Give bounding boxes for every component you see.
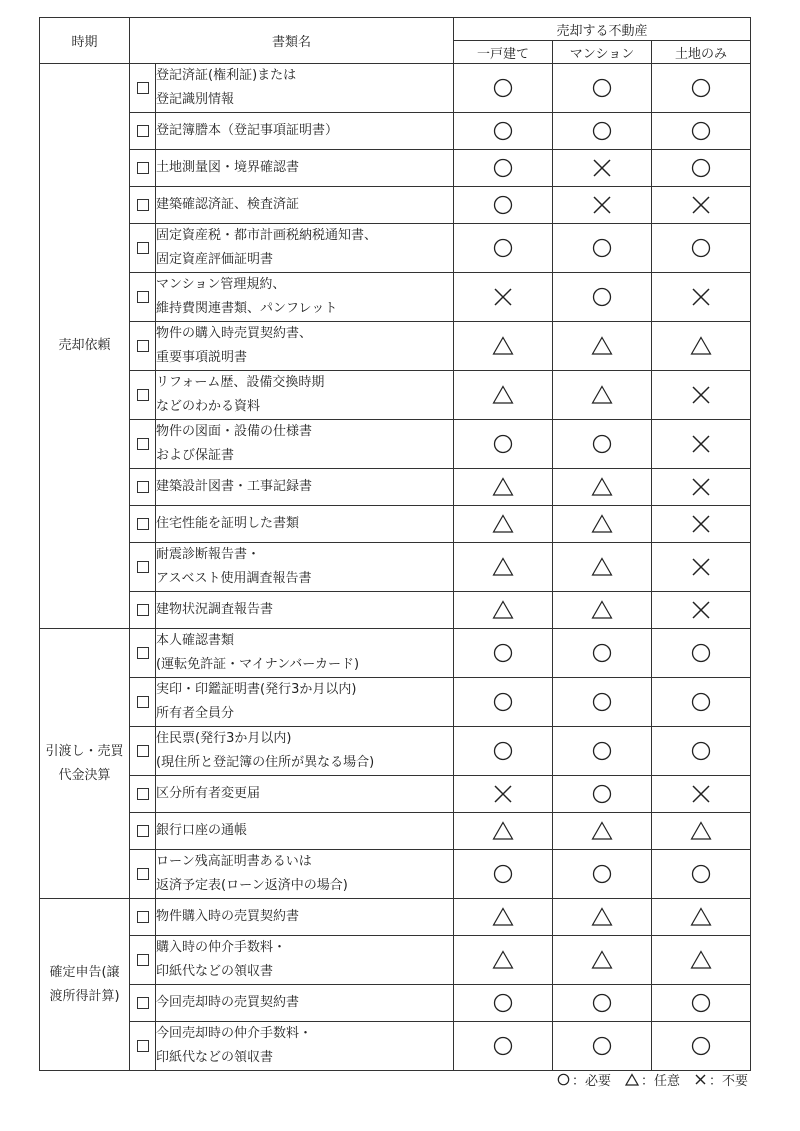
checkbox-cell bbox=[130, 850, 156, 899]
circle-icon bbox=[690, 740, 712, 762]
legend-required-label: ：必要 bbox=[571, 1074, 611, 1089]
document-name: 固定資産税・都市計画税納税通知書、 固定資産評価証明書 bbox=[156, 224, 454, 273]
cross-icon bbox=[690, 384, 712, 406]
triangle-icon bbox=[591, 599, 613, 621]
checklist-body bbox=[40, 64, 751, 1071]
circle-icon bbox=[591, 783, 613, 805]
legend-optional-label: ：任意 bbox=[640, 1074, 680, 1089]
circle-icon bbox=[690, 157, 712, 179]
document-name: 住民票(発行3か月以内) (現住所と登記簿の住所が異なる場合) bbox=[156, 727, 454, 776]
cross-icon bbox=[690, 783, 712, 805]
cross-icon bbox=[690, 476, 712, 498]
document-checkbox[interactable] bbox=[137, 604, 149, 616]
circle-icon bbox=[591, 77, 613, 99]
mark-detached-house bbox=[454, 322, 553, 371]
document-checkbox[interactable] bbox=[137, 1040, 149, 1052]
triangle-icon bbox=[690, 949, 712, 971]
mark-land-only bbox=[652, 899, 751, 936]
mark-detached-house bbox=[454, 629, 553, 678]
mark-detached-house bbox=[454, 850, 553, 899]
triangle-icon bbox=[492, 476, 514, 498]
mark-mansion bbox=[553, 543, 652, 592]
triangle-icon bbox=[492, 384, 514, 406]
document-checkbox[interactable] bbox=[137, 868, 149, 880]
mark-detached-house bbox=[454, 727, 553, 776]
table-row bbox=[40, 506, 751, 543]
document-name: マンション管理規約、 維持費関連書類、パンフレット bbox=[156, 273, 454, 322]
table-row bbox=[40, 1022, 751, 1071]
checkbox-cell bbox=[130, 776, 156, 813]
table-row bbox=[40, 273, 751, 322]
mark-land-only bbox=[652, 420, 751, 469]
mark-land-only bbox=[652, 813, 751, 850]
table-row bbox=[40, 629, 751, 678]
mark-land-only bbox=[652, 936, 751, 985]
period-cell: 確定申告(譲 渡所得計算) bbox=[40, 899, 130, 1071]
circle-icon bbox=[557, 1073, 570, 1086]
circle-icon bbox=[591, 237, 613, 259]
mark-land-only bbox=[652, 678, 751, 727]
circle-icon bbox=[690, 992, 712, 1014]
cross-icon bbox=[492, 783, 514, 805]
mark-mansion bbox=[553, 936, 652, 985]
mark-detached-house bbox=[454, 506, 553, 543]
document-checkbox[interactable] bbox=[137, 788, 149, 800]
document-name: 区分所有者変更届 bbox=[156, 776, 454, 813]
mark-detached-house bbox=[454, 187, 553, 224]
header-mansion: マンション bbox=[553, 41, 652, 64]
legend-unneeded-label: ：不要 bbox=[708, 1074, 748, 1089]
cross-icon bbox=[694, 1073, 707, 1086]
mark-mansion bbox=[553, 727, 652, 776]
cross-icon bbox=[591, 157, 613, 179]
table-row bbox=[40, 813, 751, 850]
mark-land-only bbox=[652, 469, 751, 506]
mark-detached-house bbox=[454, 469, 553, 506]
cross-icon bbox=[690, 556, 712, 578]
circle-icon bbox=[492, 863, 514, 885]
table-row bbox=[40, 322, 751, 371]
document-checklist-table bbox=[39, 17, 751, 1071]
mark-land-only bbox=[652, 187, 751, 224]
mark-detached-house bbox=[454, 150, 553, 187]
document-checkbox[interactable] bbox=[137, 518, 149, 530]
mark-land-only bbox=[652, 985, 751, 1022]
circle-icon bbox=[492, 237, 514, 259]
triangle-icon bbox=[625, 1073, 639, 1086]
mark-detached-house bbox=[454, 64, 553, 113]
circle-icon bbox=[591, 691, 613, 713]
document-name: 本人確認書類 (運転免許証・マイナンバーカード) bbox=[156, 629, 454, 678]
mark-land-only bbox=[652, 1022, 751, 1071]
mark-mansion bbox=[553, 64, 652, 113]
mark-detached-house bbox=[454, 776, 553, 813]
circle-icon bbox=[492, 433, 514, 455]
mark-land-only bbox=[652, 113, 751, 150]
document-checkbox[interactable] bbox=[137, 125, 149, 137]
mark-land-only bbox=[652, 273, 751, 322]
triangle-icon bbox=[591, 384, 613, 406]
circle-icon bbox=[690, 691, 712, 713]
mark-mansion bbox=[553, 420, 652, 469]
mark-mansion bbox=[553, 469, 652, 506]
document-checkbox[interactable] bbox=[137, 340, 149, 352]
document-name: 建築確認済証、検査済証 bbox=[156, 187, 454, 224]
circle-icon bbox=[591, 992, 613, 1014]
document-name: 登記済証(権利証)または 登記識別情報 bbox=[156, 64, 454, 113]
checkbox-cell bbox=[130, 224, 156, 273]
checkbox-cell bbox=[130, 506, 156, 543]
mark-mansion bbox=[553, 592, 652, 629]
mark-mansion bbox=[553, 187, 652, 224]
mark-land-only bbox=[652, 776, 751, 813]
document-name: ローン残高証明書あるいは 返済予定表(ローン返済中の場合) bbox=[156, 850, 454, 899]
document-name: 住宅性能を証明した書類 bbox=[156, 506, 454, 543]
document-name: 銀行口座の通帳 bbox=[156, 813, 454, 850]
checkbox-cell bbox=[130, 371, 156, 420]
triangle-icon bbox=[591, 820, 613, 842]
circle-icon bbox=[591, 642, 613, 664]
checkbox-cell bbox=[130, 273, 156, 322]
document-checkbox[interactable] bbox=[137, 291, 149, 303]
table-row bbox=[40, 224, 751, 273]
cross-icon bbox=[690, 194, 712, 216]
checkbox-cell bbox=[130, 469, 156, 506]
document-checkbox[interactable] bbox=[137, 389, 149, 401]
mark-detached-house bbox=[454, 592, 553, 629]
document-checkbox[interactable] bbox=[137, 242, 149, 254]
checkbox-cell bbox=[130, 64, 156, 113]
checkbox-cell bbox=[130, 1022, 156, 1071]
mark-detached-house bbox=[454, 543, 553, 592]
mark-mansion bbox=[553, 506, 652, 543]
checkbox-cell bbox=[130, 187, 156, 224]
legend-required bbox=[557, 1070, 611, 1089]
circle-icon bbox=[492, 642, 514, 664]
mark-mansion bbox=[553, 371, 652, 420]
circle-icon bbox=[690, 642, 712, 664]
table-row bbox=[40, 936, 751, 985]
circle-icon bbox=[690, 237, 712, 259]
cross-icon bbox=[591, 194, 613, 216]
circle-icon bbox=[690, 863, 712, 885]
table-row bbox=[40, 113, 751, 150]
mark-mansion bbox=[553, 322, 652, 371]
mark-detached-house bbox=[454, 985, 553, 1022]
mark-land-only bbox=[652, 64, 751, 113]
mark-land-only bbox=[652, 371, 751, 420]
document-checkbox[interactable] bbox=[137, 825, 149, 837]
checkbox-cell bbox=[130, 113, 156, 150]
circle-icon bbox=[591, 433, 613, 455]
document-name: 購入時の仲介手数料・ 印紙代などの領収書 bbox=[156, 936, 454, 985]
checkbox-cell bbox=[130, 543, 156, 592]
document-name: 物件購入時の売買契約書 bbox=[156, 899, 454, 936]
triangle-icon bbox=[591, 906, 613, 928]
document-name: 土地測量図・境界確認書 bbox=[156, 150, 454, 187]
table-row bbox=[40, 150, 751, 187]
cross-icon bbox=[690, 513, 712, 535]
checkbox-cell bbox=[130, 985, 156, 1022]
document-name: 建築設計図書・工事記録書 bbox=[156, 469, 454, 506]
mark-land-only bbox=[652, 506, 751, 543]
checkbox-cell bbox=[130, 592, 156, 629]
table-row bbox=[40, 592, 751, 629]
legend-optional bbox=[625, 1070, 680, 1089]
mark-mansion bbox=[553, 678, 652, 727]
cross-icon bbox=[492, 286, 514, 308]
header-property-group: 売却する不動産 bbox=[454, 18, 751, 41]
triangle-icon bbox=[492, 949, 514, 971]
document-checkbox[interactable] bbox=[137, 162, 149, 174]
triangle-icon bbox=[591, 513, 613, 535]
checkbox-cell bbox=[130, 150, 156, 187]
circle-icon bbox=[492, 992, 514, 1014]
circle-icon bbox=[492, 120, 514, 142]
mark-land-only bbox=[652, 150, 751, 187]
triangle-icon bbox=[591, 556, 613, 578]
triangle-icon bbox=[591, 949, 613, 971]
table-row bbox=[40, 420, 751, 469]
checkbox-cell bbox=[130, 727, 156, 776]
checkbox-cell bbox=[130, 420, 156, 469]
checkbox-cell bbox=[130, 322, 156, 371]
circle-icon bbox=[492, 194, 514, 216]
header-period: 時期 bbox=[40, 18, 130, 64]
cross-icon bbox=[690, 433, 712, 455]
circle-icon bbox=[690, 120, 712, 142]
mark-mansion bbox=[553, 813, 652, 850]
table-row bbox=[40, 985, 751, 1022]
circle-icon bbox=[492, 691, 514, 713]
mark-detached-house bbox=[454, 273, 553, 322]
document-name: 耐震診断報告書・ アスベスト使用調査報告書 bbox=[156, 543, 454, 592]
document-checkbox[interactable] bbox=[137, 911, 149, 923]
mark-mansion bbox=[553, 850, 652, 899]
table-row bbox=[40, 469, 751, 506]
triangle-icon bbox=[492, 906, 514, 928]
document-name: 今回売却時の売買契約書 bbox=[156, 985, 454, 1022]
triangle-icon bbox=[690, 820, 712, 842]
mark-detached-house bbox=[454, 813, 553, 850]
checkbox-cell bbox=[130, 813, 156, 850]
mark-land-only bbox=[652, 543, 751, 592]
document-checkbox[interactable] bbox=[137, 997, 149, 1009]
circle-icon bbox=[690, 1035, 712, 1057]
document-name: 登記簿謄本（登記事項証明書） bbox=[156, 113, 454, 150]
mark-land-only bbox=[652, 727, 751, 776]
document-checkbox[interactable] bbox=[137, 954, 149, 966]
mark-land-only bbox=[652, 322, 751, 371]
circle-icon bbox=[591, 120, 613, 142]
period-cell: 引渡し・売買 代金決算 bbox=[40, 629, 130, 899]
checkbox-cell bbox=[130, 936, 156, 985]
mark-detached-house bbox=[454, 899, 553, 936]
cross-icon bbox=[690, 599, 712, 621]
document-name: 物件の購入時売買契約書、 重要事項説明書 bbox=[156, 322, 454, 371]
document-name: 実印・印鑑証明書(発行3か月以内) 所有者全員分 bbox=[156, 678, 454, 727]
legend-unneeded bbox=[694, 1070, 748, 1089]
triangle-icon bbox=[492, 556, 514, 578]
triangle-icon bbox=[690, 906, 712, 928]
header-land-only: 土地のみ bbox=[652, 41, 751, 64]
header-detached-house: 一戸建て bbox=[454, 41, 553, 64]
mark-land-only bbox=[652, 592, 751, 629]
triangle-icon bbox=[492, 599, 514, 621]
document-checkbox[interactable] bbox=[137, 481, 149, 493]
mark-mansion bbox=[553, 150, 652, 187]
circle-icon bbox=[591, 1035, 613, 1057]
mark-detached-house bbox=[454, 1022, 553, 1071]
mark-detached-house bbox=[454, 113, 553, 150]
triangle-icon bbox=[690, 335, 712, 357]
document-checkbox[interactable] bbox=[137, 82, 149, 94]
checkbox-cell bbox=[130, 629, 156, 678]
circle-icon bbox=[492, 740, 514, 762]
document-checkbox[interactable] bbox=[137, 561, 149, 573]
mark-mansion bbox=[553, 113, 652, 150]
mark-detached-house bbox=[454, 936, 553, 985]
document-checkbox[interactable] bbox=[137, 199, 149, 211]
table-row bbox=[40, 850, 751, 899]
mark-land-only bbox=[652, 629, 751, 678]
circle-icon bbox=[492, 157, 514, 179]
mark-mansion bbox=[553, 273, 652, 322]
mark-mansion bbox=[553, 629, 652, 678]
document-name: 今回売却時の仲介手数料・ 印紙代などの領収書 bbox=[156, 1022, 454, 1071]
table-row bbox=[40, 543, 751, 592]
document-checkbox[interactable] bbox=[137, 438, 149, 450]
table-row bbox=[40, 776, 751, 813]
circle-icon bbox=[591, 286, 613, 308]
document-name: 建物状況調査報告書 bbox=[156, 592, 454, 629]
mark-mansion bbox=[553, 776, 652, 813]
header-document-name: 書類名 bbox=[130, 18, 454, 64]
triangle-icon bbox=[492, 335, 514, 357]
table-row bbox=[40, 678, 751, 727]
mark-detached-house bbox=[454, 678, 553, 727]
table-row bbox=[40, 187, 751, 224]
document-name: リフォーム歴、設備交換時期 などのわかる資料 bbox=[156, 371, 454, 420]
document-checkbox[interactable] bbox=[137, 696, 149, 708]
mark-detached-house bbox=[454, 371, 553, 420]
mark-mansion bbox=[553, 224, 652, 273]
table-row bbox=[40, 899, 751, 936]
mark-mansion bbox=[553, 985, 652, 1022]
legend bbox=[557, 1070, 748, 1089]
checkbox-cell bbox=[130, 899, 156, 936]
document-checkbox[interactable] bbox=[137, 745, 149, 757]
circle-icon bbox=[690, 77, 712, 99]
document-name: 物件の図面・設備の仕様書 および保証書 bbox=[156, 420, 454, 469]
triangle-icon bbox=[591, 335, 613, 357]
document-checkbox[interactable] bbox=[137, 647, 149, 659]
table-row bbox=[40, 727, 751, 776]
mark-mansion bbox=[553, 1022, 652, 1071]
circle-icon bbox=[591, 740, 613, 762]
table-row bbox=[40, 64, 751, 113]
mark-land-only bbox=[652, 224, 751, 273]
triangle-icon bbox=[591, 476, 613, 498]
checkbox-cell bbox=[130, 678, 156, 727]
circle-icon bbox=[492, 1035, 514, 1057]
mark-detached-house bbox=[454, 420, 553, 469]
mark-mansion bbox=[553, 899, 652, 936]
mark-detached-house bbox=[454, 224, 553, 273]
triangle-icon bbox=[492, 820, 514, 842]
circle-icon bbox=[492, 77, 514, 99]
triangle-icon bbox=[492, 513, 514, 535]
mark-land-only bbox=[652, 850, 751, 899]
circle-icon bbox=[591, 863, 613, 885]
table-row bbox=[40, 371, 751, 420]
period-cell: 売却依頼 bbox=[40, 64, 130, 629]
cross-icon bbox=[690, 286, 712, 308]
